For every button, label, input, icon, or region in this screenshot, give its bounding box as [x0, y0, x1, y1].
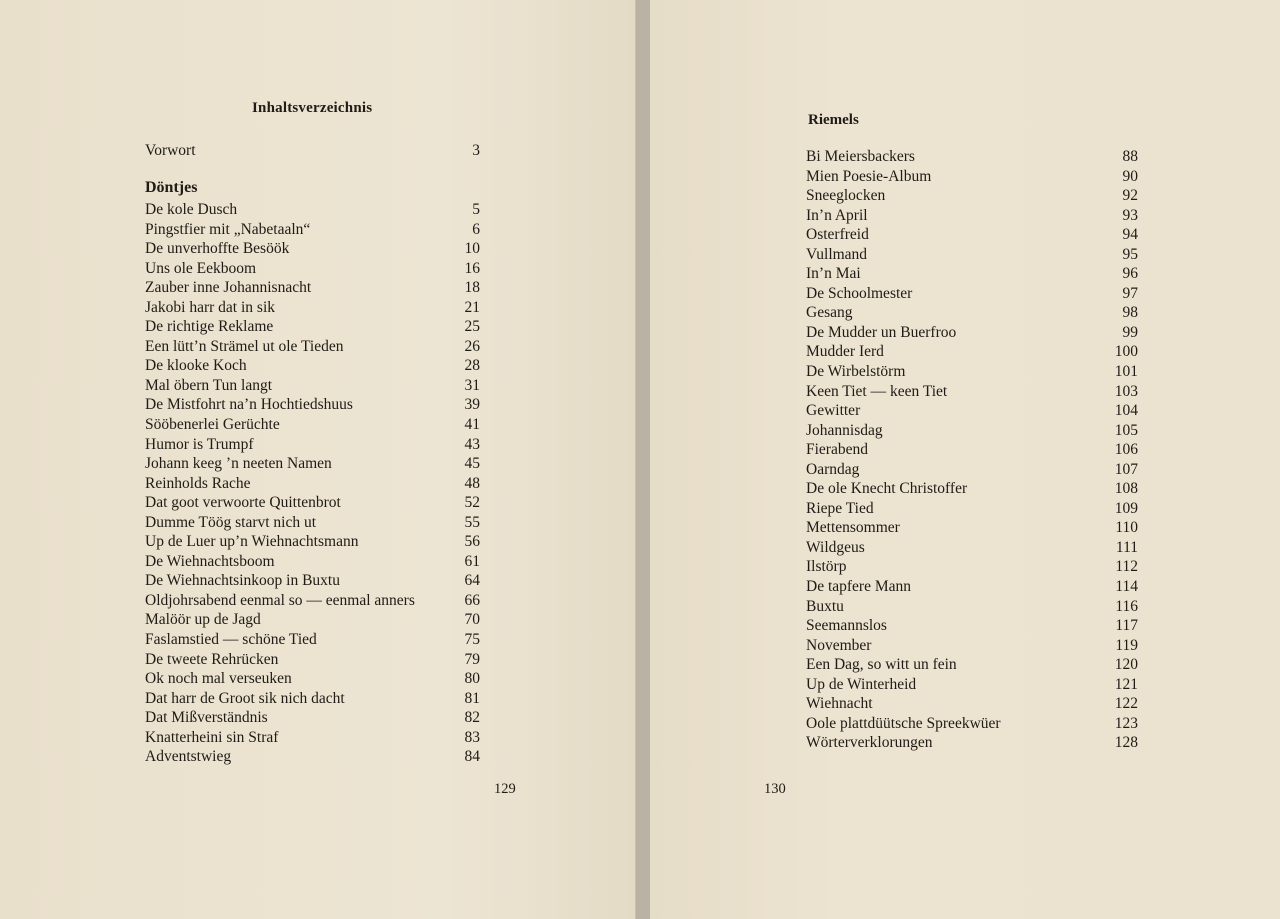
- toc-entry: [145, 356, 480, 376]
- toc-entry-page: 80: [464, 670, 480, 688]
- toc-entry-page: 96: [1122, 265, 1138, 283]
- toc-entry-page: 84: [464, 748, 480, 766]
- toc-entry-page: 18: [464, 279, 480, 297]
- toc-entry-page: 97: [1122, 284, 1138, 302]
- toc-entry-title: Bi Meiersbackers: [806, 148, 915, 165]
- toc-entry: [806, 714, 1138, 734]
- toc-entry: [145, 708, 480, 728]
- toc-entry-title: Een Dag, so witt un fein: [806, 656, 957, 674]
- toc-entry-title: In’n Mai: [806, 265, 861, 283]
- toc-entry-title: Dat harr de Groot sik nich dacht: [145, 689, 345, 707]
- toc-entry: [806, 401, 1138, 421]
- toc-entry-title: De unverhoffte Besöök: [145, 240, 290, 258]
- toc-entry-page: 56: [464, 533, 480, 551]
- toc-entry: [145, 259, 480, 279]
- toc-entry: [145, 337, 480, 357]
- toc-entry: [806, 694, 1138, 714]
- toc-entry-title: Oarndag: [806, 460, 860, 478]
- toc-entry-page: 66: [464, 591, 480, 609]
- toc-entry-page: 26: [464, 337, 480, 355]
- toc-entry: [145, 630, 480, 650]
- toc-entry-title: Buxtu: [806, 597, 844, 615]
- toc-entry: [145, 454, 480, 474]
- toc-entry-page: 101: [1114, 363, 1138, 381]
- toc-entry-title: Dat goot verwoorte Quittenbrot: [145, 494, 341, 512]
- toc-entry-page: 45: [464, 455, 480, 473]
- toc-entry-page: 111: [1115, 538, 1138, 556]
- toc-entry-title: Ilstörp: [806, 558, 847, 576]
- toc-entry-title: Johannisdag: [806, 421, 883, 439]
- foreword-page: 3: [472, 142, 480, 159]
- toc-entry-page: 110: [1115, 519, 1138, 537]
- toc-entry: [806, 264, 1138, 284]
- toc-entry: [145, 650, 480, 670]
- toc-entry-page: 104: [1114, 402, 1138, 420]
- toc-entry: [806, 460, 1138, 480]
- toc-entry-page: 48: [464, 474, 480, 492]
- toc-entry: [145, 435, 480, 455]
- toc-entry: [806, 284, 1138, 304]
- toc-entry-page: 107: [1114, 460, 1138, 478]
- toc-entry-page: 98: [1122, 304, 1138, 322]
- toc-entry-page: 93: [1122, 206, 1138, 224]
- toc-entry: [806, 323, 1138, 343]
- toc-entry: [806, 206, 1138, 226]
- toc-entry-title: Seemannslos: [806, 617, 887, 635]
- toc-entry: [145, 591, 480, 611]
- toc-entry-page: 123: [1114, 714, 1138, 732]
- toc-entry: [145, 552, 480, 572]
- toc-entry-page: 121: [1114, 675, 1138, 693]
- toc-entry-title: Gesang: [806, 304, 853, 322]
- toc-entry-title: Keen Tiet — keen Tiet: [806, 382, 948, 400]
- toc-entry-title: Mal öbern Tun langt: [145, 376, 273, 394]
- toc-entry-page: 83: [464, 728, 480, 746]
- toc-entry-title: Een lütt’n Strämel ut ole Tieden: [145, 337, 344, 355]
- toc-entry-title: Mudder Ierd: [806, 343, 884, 361]
- toc-entry-title: Wiehnacht: [806, 695, 873, 713]
- toc-entry-page: 39: [464, 396, 480, 414]
- toc-entry: [806, 303, 1138, 323]
- toc-entry-title: Wörterverklorungen: [806, 734, 933, 752]
- toc-entry-page: 31: [464, 376, 480, 394]
- toc-entry-title: Malöör up de Jagd: [145, 611, 261, 629]
- toc-entry-page: 108: [1114, 480, 1138, 498]
- toc-entry-page: 109: [1114, 499, 1138, 517]
- toc-entry: [145, 513, 480, 533]
- toc-entry: [806, 538, 1138, 558]
- page-number: 129: [494, 781, 516, 797]
- toc-entry-page: 99: [1122, 323, 1138, 341]
- toc-entry: [145, 239, 480, 259]
- page-number: 130: [764, 781, 786, 797]
- toc-entry: [145, 493, 480, 513]
- toc-entry: [145, 532, 480, 552]
- toc-list-doentjes: [145, 200, 480, 767]
- toc-entry-title: Dat Mißverständnis: [145, 709, 268, 727]
- toc-entry: [806, 225, 1138, 245]
- toc-entry-title: De Wiehnachtsboom: [145, 552, 275, 570]
- toc-entry-page: 82: [464, 709, 480, 727]
- section-title-riemels: Riemels: [808, 112, 859, 128]
- toc-entry-title: De klooke Koch: [145, 357, 247, 375]
- toc-entry: [806, 675, 1138, 695]
- foreword-entry: [145, 142, 480, 160]
- toc-entry-page: 64: [464, 572, 480, 590]
- toc-entry: [806, 557, 1138, 577]
- toc-entry-page: 128: [1114, 734, 1138, 752]
- toc-entry-title: De tapfere Mann: [806, 578, 912, 596]
- toc-entry: [145, 278, 480, 298]
- toc-entry-title: De Wiehnachtsinkoop in Buxtu: [145, 572, 340, 590]
- toc-entry: [806, 167, 1138, 187]
- toc-entry: [145, 689, 480, 709]
- toc-entry: [145, 610, 480, 630]
- toc-entry: [806, 733, 1138, 753]
- toc-entry-title: Jakobi harr dat in sik: [145, 298, 276, 316]
- toc-entry: [806, 186, 1138, 206]
- toc-entry-title: Vullmand: [806, 245, 868, 263]
- toc-entry: [145, 474, 480, 494]
- toc-entry-title: Johann keeg ’n neeten Namen: [145, 455, 332, 473]
- toc-entry-page: 114: [1115, 578, 1138, 596]
- toc-entry: [806, 597, 1138, 617]
- toc-entry: [806, 616, 1138, 636]
- toc-entry: [806, 655, 1138, 675]
- toc-entry-title: De Mudder un Buerfroo: [806, 323, 957, 341]
- toc-entry-title: De kole Dusch: [145, 201, 238, 218]
- toc-entry: [806, 499, 1138, 519]
- toc-entry-title: Reinholds Rache: [145, 474, 251, 492]
- toc-entry-title: Faslamstied — schöne Tied: [145, 631, 317, 649]
- toc-entry-title: Gewitter: [806, 402, 861, 420]
- toc-entry: [145, 376, 480, 396]
- toc-entry-title: Dumme Töög starvt nich ut: [145, 513, 317, 531]
- toc-entry: [145, 220, 480, 240]
- toc-entry: [145, 200, 480, 220]
- book-gutter: [636, 0, 650, 919]
- toc-entry: [806, 518, 1138, 538]
- toc-entry-page: 92: [1122, 187, 1138, 205]
- toc-entry-title: Wildgeus: [806, 538, 865, 556]
- toc-entry: [806, 577, 1138, 597]
- toc-entry: [806, 147, 1138, 167]
- toc-entry-page: 100: [1114, 343, 1138, 361]
- toc-entry-title: Ok noch mal verseuken: [145, 670, 292, 688]
- toc-entry-page: 119: [1115, 636, 1138, 654]
- toc-entry: [806, 362, 1138, 382]
- toc-entry-title: Up de Winterheid: [806, 675, 917, 693]
- toc-entry: [145, 669, 480, 689]
- section-title-doentjes: Döntjes: [145, 179, 198, 196]
- toc-entry-title: Sneeglocken: [806, 187, 886, 205]
- toc-entry-title: De tweete Rehrücken: [145, 650, 279, 668]
- toc-entry-page: 106: [1114, 441, 1138, 459]
- toc-entry-page: 70: [464, 611, 480, 629]
- toc-entry-title: De ole Knecht Christoffer: [806, 480, 968, 498]
- toc-entry: [145, 415, 480, 435]
- toc-entry-page: 43: [464, 435, 480, 453]
- toc-entry-title: Oole plattdüütsche Spreekwüer: [806, 714, 1001, 732]
- toc-entry-page: 21: [464, 298, 480, 316]
- toc-entry-title: Zauber inne Johannisnacht: [145, 279, 312, 297]
- toc-entry-title: Up de Luer up’n Wiehnachtsmann: [145, 533, 359, 551]
- toc-entry-page: 122: [1114, 695, 1138, 713]
- toc-entry-title: De Wirbelstörm: [806, 363, 906, 381]
- toc-entry: [806, 440, 1138, 460]
- toc-entry-title: Fierabend: [806, 441, 868, 459]
- toc-entry-page: 120: [1114, 656, 1138, 674]
- toc-entry-page: 61: [464, 552, 480, 570]
- toc-entry-page: 55: [464, 513, 480, 531]
- toc-entry-page: 75: [464, 631, 480, 649]
- toc-entry-page: 112: [1115, 558, 1138, 576]
- toc-entry-title: In’n April: [806, 206, 868, 224]
- toc-entry: [806, 245, 1138, 265]
- toc-entry-title: Uns ole Eekboom: [145, 259, 257, 277]
- toc-entry-page: 28: [464, 357, 480, 375]
- toc-entry-page: 16: [464, 259, 480, 277]
- toc-heading: Inhaltsverzeichnis: [252, 100, 373, 116]
- toc-entry-page: 81: [464, 689, 480, 707]
- toc-entry-title: Adventstwieg: [145, 748, 232, 766]
- toc-list-riemels: [806, 147, 1138, 753]
- toc-entry: [806, 421, 1138, 441]
- toc-entry-page: 95: [1122, 245, 1138, 263]
- toc-entry-title: November: [806, 636, 872, 654]
- toc-entry-page: 79: [464, 650, 480, 668]
- toc-entry-title: Pingstfier mit „Nabetaaln“: [145, 220, 311, 238]
- toc-entry: [806, 636, 1138, 656]
- toc-entry-title: De Schoolmester: [806, 284, 913, 302]
- toc-entry-page: 52: [464, 494, 480, 512]
- toc-entry-page: 41: [464, 416, 480, 434]
- toc-entry-page: 116: [1115, 597, 1138, 615]
- foreword-title: Vorwort: [145, 142, 196, 159]
- toc-entry-page: 103: [1114, 382, 1138, 400]
- toc-entry: [145, 571, 480, 591]
- toc-entry: [806, 479, 1138, 499]
- toc-entry: [806, 382, 1138, 402]
- toc-entry: [145, 395, 480, 415]
- toc-entry: [145, 728, 480, 748]
- toc-entry: [145, 317, 480, 337]
- left-page: [0, 0, 636, 919]
- toc-entry: [145, 298, 480, 318]
- toc-entry-page: 6: [472, 220, 480, 238]
- toc-entry-page: 25: [464, 318, 480, 336]
- toc-entry-page: 94: [1122, 226, 1138, 244]
- toc-entry-page: 88: [1122, 148, 1138, 165]
- toc-entry-title: Osterfreid: [806, 226, 869, 244]
- toc-entry-title: Mien Poesie-Album: [806, 167, 932, 185]
- toc-entry-page: 117: [1115, 617, 1138, 635]
- toc-entry-page: 90: [1122, 167, 1138, 185]
- toc-entry-title: Riepe Tied: [806, 499, 874, 517]
- toc-entry-title: Sööbenerlei Gerüchte: [145, 416, 280, 434]
- right-page: [650, 0, 1280, 919]
- toc-entry-title: Mettensommer: [806, 519, 900, 537]
- toc-entry-page: 105: [1114, 421, 1138, 439]
- toc-entry-title: De Mistfohrt na’n Hochtiedshuus: [145, 396, 353, 414]
- toc-entry-title: Oldjohrsabend eenmal so — eenmal anners: [145, 591, 415, 609]
- toc-entry-title: De richtige Reklame: [145, 318, 274, 336]
- toc-entry-page: 5: [472, 201, 480, 218]
- toc-entry: [145, 747, 480, 767]
- toc-entry: [806, 342, 1138, 362]
- toc-entry-page: 10: [464, 240, 480, 258]
- toc-entry-title: Knatterheini sin Straf: [145, 728, 279, 746]
- toc-entry-title: Humor is Trumpf: [145, 435, 254, 453]
